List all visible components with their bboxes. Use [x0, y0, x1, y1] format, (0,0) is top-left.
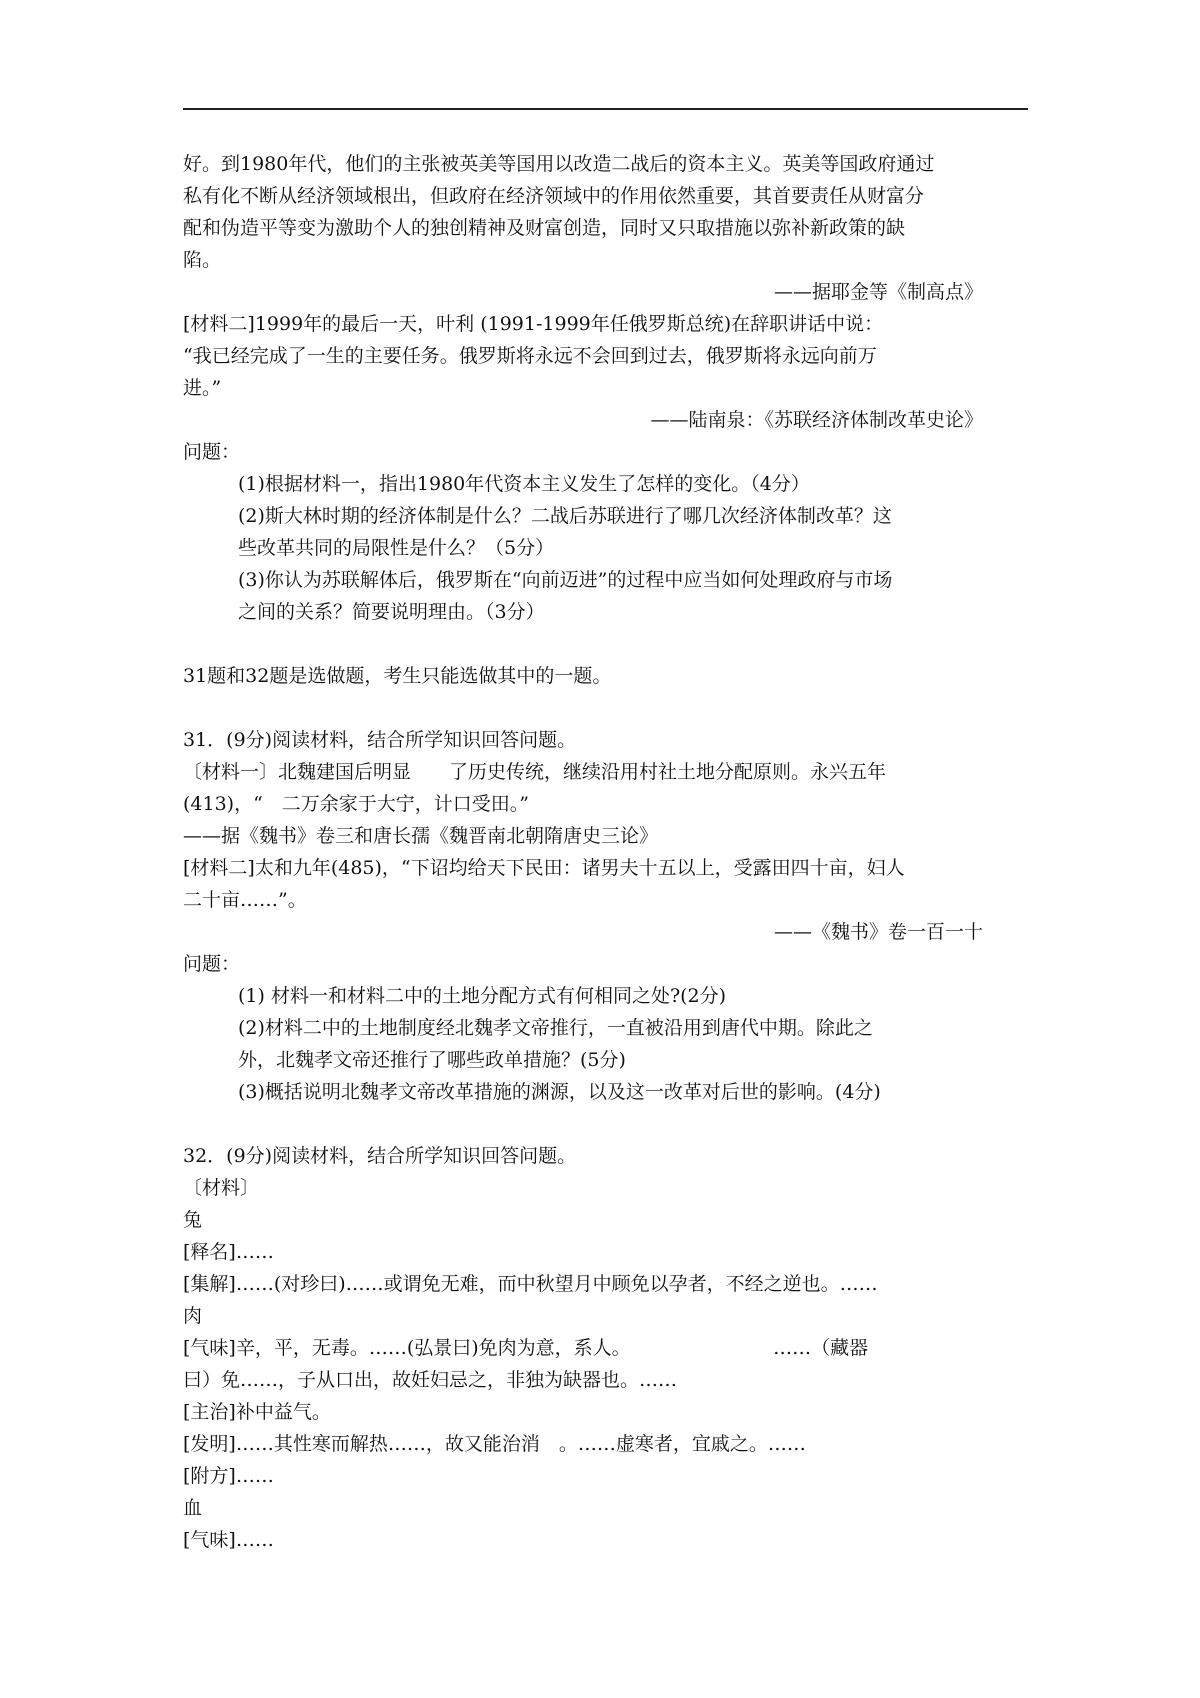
material-line: [附方]……: [183, 1465, 274, 1487]
q30-questions: [183, 436, 983, 628]
material-line: [气味]……: [183, 1529, 274, 1551]
material-source: ——陆南泉：《苏联经济体制改革史论》: [650, 409, 983, 431]
material-line: 曰）免……，子从口出，故妊妇忌之，非独为缺器也。……: [183, 1369, 678, 1391]
question-line: 之间的关系？简要说明理由。（3分）: [238, 601, 545, 623]
material-source: ——《魏书》卷一百一十: [773, 921, 983, 943]
question-line: 些改革共同的局限性是什么？（5分）: [238, 537, 555, 559]
material-line: [集解]……(对珍曰)……或谓免无难，而中秋望月中顾免以孕者，不经之逆也。……: [183, 1273, 878, 1295]
question-line: 外，北魏孝文帝还推行了哪些政单措施？(5分): [238, 1049, 626, 1071]
material-source: ——据《魏书》卷三和唐长孺《魏晋南北朝隋唐史三论》: [183, 825, 659, 847]
material-line: [材料二]1999年的最后一天，叶利 (1991-1999年任俄罗斯总统)在辞职讲话中说：: [183, 313, 884, 335]
material-line: 血: [183, 1497, 203, 1519]
material-line: 肉: [183, 1305, 203, 1327]
question-line: (3)概括说明北魏孝文帝改革措施的渊源，以及这一改革对后世的影响。(4分): [238, 1081, 881, 1103]
material-line: [主治]补中益气。: [183, 1401, 331, 1423]
passage-line: 配和伪造平等变为激助个人的独创精神及财富创造，同时又只取措施以弥补新政策的缺: [183, 217, 906, 239]
elective-note: 31题和32题是选做题，考生只能选做其中的一题。: [183, 665, 612, 687]
material-line: [释名]……: [183, 1241, 274, 1263]
passage-line: 陷。: [183, 249, 222, 271]
material-line: 兔: [183, 1209, 203, 1231]
material-line: 二十亩……”。: [183, 889, 307, 911]
questions-label: 问题：: [183, 441, 241, 463]
material-line: 〔材料〕: [183, 1177, 260, 1199]
material-line: [材料二]太和九年(485)，“下诏均给天下民田：诸男夫十五以上，受露田四十亩，妇人: [183, 857, 905, 879]
continued-passage: [183, 148, 983, 308]
document-page: [183, 148, 983, 1556]
question-32: [183, 1140, 983, 1556]
passage-line: 私有化不断从经济领域根出，但政府在经济领域中的作用依然重要，其首要责任从财富分: [183, 185, 925, 207]
material-line: [发明]……其性寒而解热……，故又能治消 。……虚寒者，宜戚之。……: [183, 1433, 806, 1455]
question-line: (3)你认为苏联解体后，俄罗斯在“向前迈进”的过程中应当如何处理政府与市场: [238, 569, 893, 591]
q31-heading: 31．(9分)阅读材料，结合所学知识回答问题。: [183, 729, 577, 751]
q30-material2: [183, 308, 983, 436]
question-line: (2)材料二中的土地制度经北魏孝文帝推行，一直被沿用到唐代中期。除此之: [238, 1017, 873, 1039]
q32-heading: 32．(9分)阅读材料，结合所学知识回答问题。: [183, 1145, 577, 1167]
material-line: “我已经完成了一生的主要任务。俄罗斯将永远不会回到过去，俄罗斯将永远向前万: [183, 345, 877, 367]
question-line: (1) 材料一和材料二中的土地分配方式有何相同之处?(2分): [238, 985, 727, 1007]
passage-source: ——据耶金等《制高点》: [773, 281, 983, 303]
material-line: 〔材料一〕北魏建国后明显 了历史传统，继续沿用村社土地分配原则。永兴五年: [183, 761, 887, 783]
material-line: 进。”: [183, 377, 222, 399]
question-31: [183, 724, 983, 1108]
question-line: (1)根据材料一，指出1980年代资本主义发生了怎样的变化。（4分）: [238, 473, 810, 495]
material-line: [气味]辛，平，无毒。……(弘景曰)免肉为意，系人。 ……（藏器: [183, 1337, 869, 1359]
header-rule: [183, 108, 1028, 110]
passage-line: 好。到1980年代，他们的主张被英美等国用以改造二战后的资本主义。英美等国政府通过: [183, 153, 935, 175]
material-line: (413)，“ 二万余家于大宁，计口受田。”: [183, 793, 530, 815]
questions-label: 问题：: [183, 953, 241, 975]
question-line: (2)斯大林时期的经济体制是什么？二战后苏联进行了哪几次经济体制改革？这: [238, 505, 892, 527]
